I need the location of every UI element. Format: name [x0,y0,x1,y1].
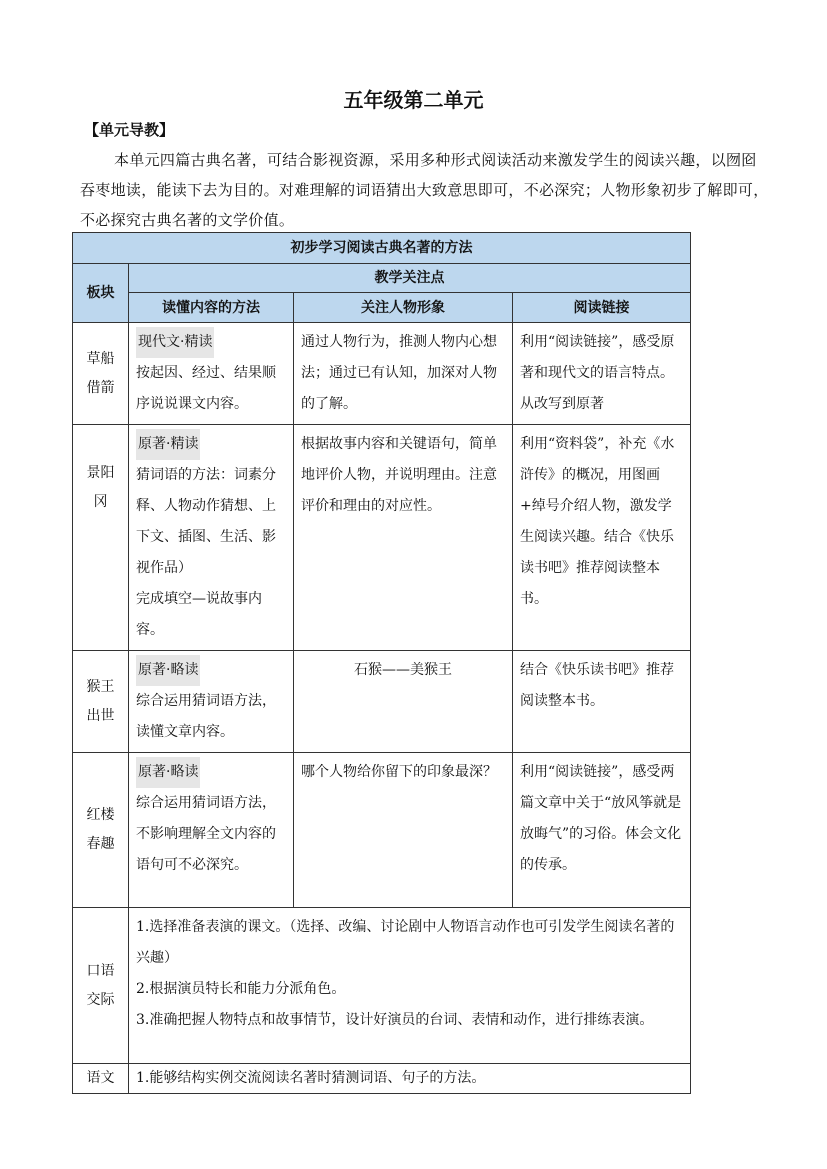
oral-cell [129,908,691,1064]
header-method: 读懂内容的方法 [129,293,294,323]
link-cell: 利用“阅读链接”，感受原著和现代文的语言特点。从改写到原著 [513,323,691,425]
method-cell: 原著·略读 综合运用猜词语方法，不影响理解全文内容的语句可不必深究。 [129,753,294,908]
section-label: 【单元导教】 [84,121,175,139]
character-cell: 哪个人物给你留下的印象最深？ [294,753,513,908]
table-row [73,908,691,1064]
reading-tag: 原著·略读 [136,655,200,686]
header-character: 关注人物形象 [294,293,513,323]
table-row [73,651,691,753]
character-cell: 根据故事内容和关键语句，简单地评价人物，并说明理由。注意评价和理由的对应性。 [294,425,513,651]
list-item: 2.根据演员特长和能力分派角色。 [136,981,346,997]
block-cell: 语文 [73,1064,129,1094]
block-cell: 红楼 春趣 [73,753,129,908]
table-row [73,753,691,908]
table-row [73,425,691,651]
method-cell: 现代文·精读 按起因、经过、结果顺序说说课文内容。 [129,323,294,425]
block-cell: 口语 交际 [73,908,129,1064]
link-cell: 利用“资料袋”，补充《水浒传》的概况，用图画+绰号介绍人物，激发学生阅读兴趣。结合《快乐读书吧》推荐阅读整本书。 [513,425,691,651]
reading-tag: 原著·略读 [136,757,200,788]
method-cell: 原著·略读 综合运用猜词语方法，读懂文章内容。 [129,651,294,753]
table-row [73,323,691,425]
lang-cell: 1.能够结构实例交流阅读名著时猜测词语、句子的方法。 [129,1064,691,1094]
block-cell: 草船 借箭 [73,323,129,425]
page-title: 五年级第二单元 [343,88,484,112]
header-focus: 教学关注点 [129,264,691,293]
header-link: 阅读链接 [513,293,691,323]
table-caption: 初步学习阅读古典名著的方法 [73,233,691,264]
table-row [73,1064,691,1094]
method-cell: 原著·精读 猜词语的方法：词素分释、人物动作猜想、上下文、插图、生活、影视作品） 完成填空—说故事内容。 [129,425,294,651]
block-cell: 猴王 出世 [73,651,129,753]
character-cell: 通过人物行为，推测人物内心想法；通过已有认知，加深对人物的了解。 [294,323,513,425]
link-cell: 结合《快乐读书吧》推荐阅读整本书。 [513,651,691,753]
reading-tag: 原著·精读 [136,429,200,460]
intro-paragraph: 本单元四篇古典名著，可结合影视资源，采用多种形式阅读活动来激发学生的阅读兴趣，以囫囵吞枣地读，能读下去为目的。对难理解的词语猜出大致意思即可，不必深究；人物形象初步了解即可，不必探究古典名著的文学价值。 [80,151,769,229]
link-cell: 利用“阅读链接”，感受两篇文章中关于“放风筝就是放晦气”的习俗。体会文化的传承。 [513,753,691,908]
list-item: 3.准确把握人物特点和故事情节，设计好演员的台词、表情和动作，进行排练表演。 [136,1012,654,1028]
block-cell: 景阳 冈 [73,425,129,651]
character-cell: 石猴——美猴王 [294,651,513,753]
lesson-table [72,232,691,1094]
list-item: 1.选择准备表演的课文。（选择、改编、讨论剧中人物语言动作也可引发学生阅读名著的兴趣） [136,919,675,966]
reading-tag: 现代文·精读 [136,327,214,358]
header-block: 板块 [73,264,129,323]
